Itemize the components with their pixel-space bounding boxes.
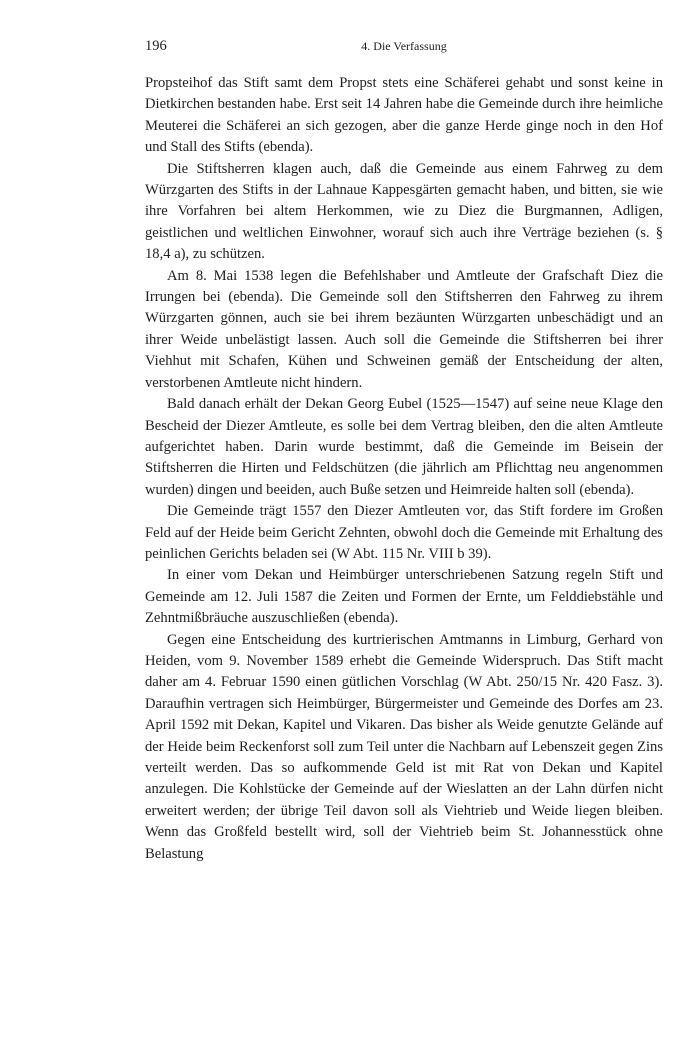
- chapter-title: 4. Die Verfassung: [361, 39, 447, 53]
- body-text: [145, 73, 663, 865]
- paragraph: Propsteihof das Stift samt dem Propst stets eine Schäferei gehabt und sonst keine in Dietkirchen bestanden habe. Erst seit 14 Jahren habe die Gemeinde durch ihre heimliche Meuterei die Schäferei an sich gezogen, aber die ganze Herde ginge noch in den Hof und Stall des Stifts (ebenda).: [145, 75, 663, 156]
- paragraph: Gegen eine Entscheidung des kurtrierischen Amtmanns in Limburg, Gerhard von Heiden, vom 9. November 1589 erhebt die Gemeinde Widerspruch. Das Stift macht daher am 4. Februar 1590 einen gütlichen Vorschlag (W Abt. 250/15 Nr. 420 Fasz. 3). Daraufhin vertragen sich Heimbürger, Bürgermeister und Gemeinde des Dorfes am 23. April 1592 mit Dekan, Kapitel und Vikaren. Das bisher als Weide genutzte Gelände auf der Heide beim Reckenforst soll zum Teil unter die Nachbarn auf Lebenszeit gegen Zins verteilt werden. Das so aufkommende Geld ist mit Rat von Dekan und Kapitel anzulegen. Die Kohlstücke der Gemeinde auf der Wieslatten an der Lahn dürfen nicht erweitert werden; der übrige Teil davon soll als Viehtrieb und Weide liegen bleiben. Wenn das Großfeld bestellt wird, soll der Viehtrieb beim St. Johannesstück ohne Belastung: [145, 631, 663, 862]
- paragraph: Die Gemeinde trägt 1557 den Diezer Amtleuten vor, das Stift fordere im Großen Feld auf der Heide beim Gericht Zehnten, obwohl doch die Gemeinde mit Erhaltung des peinlichen Gerichts beladen sei (W Abt. 115 Nr. VIII b 39).: [145, 503, 663, 562]
- running-head: [145, 38, 663, 60]
- page-number: 196: [145, 38, 167, 54]
- paragraph: Bald danach erhält der Dekan Georg Eubel (1525—1547) auf seine neue Klage den Bescheid der Diezer Amtleute, es solle bei dem Vertrag bleiben, den die alten Amtleute aufgerichtet haben. Darin wurde bestimmt, daß die Gemeinde im Beisein der Stiftsherren die Hirten und Feldschützen (die jährlich am Pflichttag neu angenommen wurden) dingen und beeiden, auch Buße setzen und Heimreide halten soll (ebenda).: [145, 396, 663, 498]
- paragraph: Am 8. Mai 1538 legen die Befehlshaber und Amtleute der Grafschaft Diez die Irrungen bei (ebenda). Die Gemeinde soll den Stiftsherren den Fahrweg zu ihrem Würzgarten gönnen, auch sie bei ihrem bezäunten Würzgarten unbeschädigt und an ihrer Weide unbelästigt lassen. Auch soll die Gemeinde die Stiftsherren bei ihrer Viehhut mit Schafen, Kühen und Schweinen gemäß der Entscheidung der alten, verstorbenen Amtleute nicht hindern.: [145, 267, 663, 391]
- paragraph: Die Stiftsherren klagen auch, daß die Gemeinde aus einem Fahrweg zu dem Würzgarten des Stifts in der Lahnaue Kappesgärten gemacht haben, und bitten, sie wie ihre Vorfahren bei altem Herkommen, wie zu Diez die Burgmannen, Adligen, geistlichen und weltlichen Einwohner, worauf sich auch ihre Verträge beziehen (s. § 18,4 a), zu schützen.: [145, 160, 663, 263]
- book-page: [145, 38, 663, 865]
- paragraph: In einer vom Dekan und Heimbürger unterschriebenen Satzung regeln Stift und Gemeinde am 12. Juli 1587 die Zeiten und Formen der Ernte, um Felddiebstähle und Zehntmißbräuche auszuschließen (ebenda).: [145, 567, 663, 627]
